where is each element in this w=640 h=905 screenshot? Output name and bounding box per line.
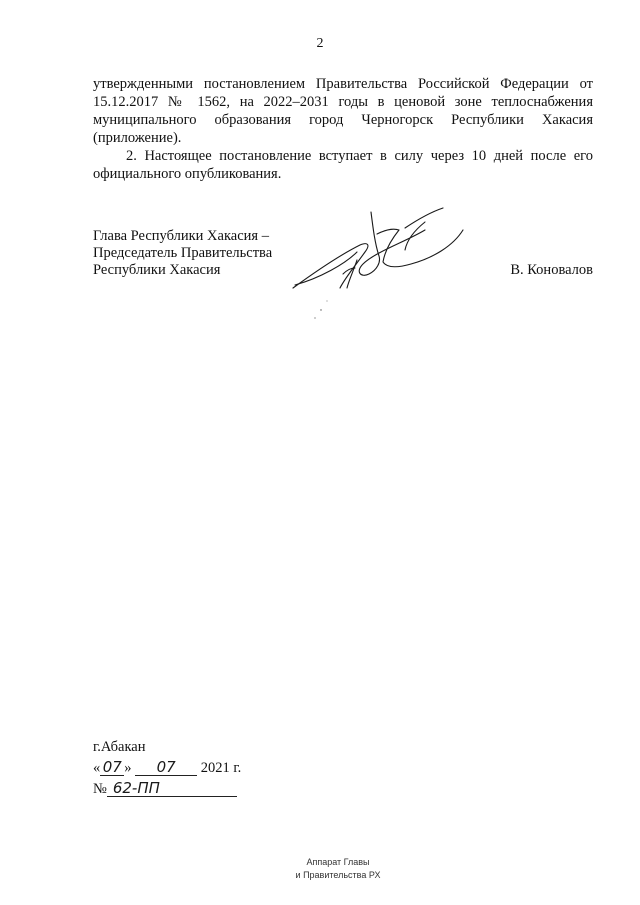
date-month: 07	[135, 759, 197, 776]
paragraph-2: 2. Настоящее постановление вступает в силу через 10 дней после его официального опубликования.	[93, 148, 593, 182]
signatory-title-line-2: Председатель Правительства	[93, 245, 273, 261]
signatory-title-line-1: Глава Республики Хакасия –	[93, 228, 269, 244]
date-line	[93, 758, 241, 779]
signatory-title	[93, 228, 272, 279]
signer-name: В. Коновалов	[510, 262, 593, 278]
registration-stamp	[0, 856, 640, 882]
place-date-block	[93, 737, 241, 800]
place: г.Абакан	[93, 739, 146, 755]
date-year: 2021 г.	[200, 760, 242, 776]
stamp-line-1: Аппарат Главы	[306, 857, 370, 867]
date-day: 07	[100, 759, 124, 776]
date-open-quote: «	[93, 760, 101, 776]
number-sign: №	[93, 781, 107, 797]
handwritten-signature	[285, 200, 475, 325]
number-line	[93, 779, 241, 800]
document-body	[93, 75, 593, 183]
signatory-title-line-3: Республики Хакасия	[93, 262, 221, 278]
page-number: 2	[316, 36, 324, 51]
date-close-quote: »	[124, 760, 132, 776]
document-number: 62-ПП	[107, 780, 237, 797]
paragraph-continuation: утвержденными постановлением Правительства Российской Федерации от 15.12.2017 № 1562, на 2022–2031 годы в ценовой зоне теплоснабжения муниципального образования город Черногорск Республики Хакасия (приложение).	[93, 76, 593, 146]
stamp-line-2: и Правительства РХ	[295, 870, 381, 880]
